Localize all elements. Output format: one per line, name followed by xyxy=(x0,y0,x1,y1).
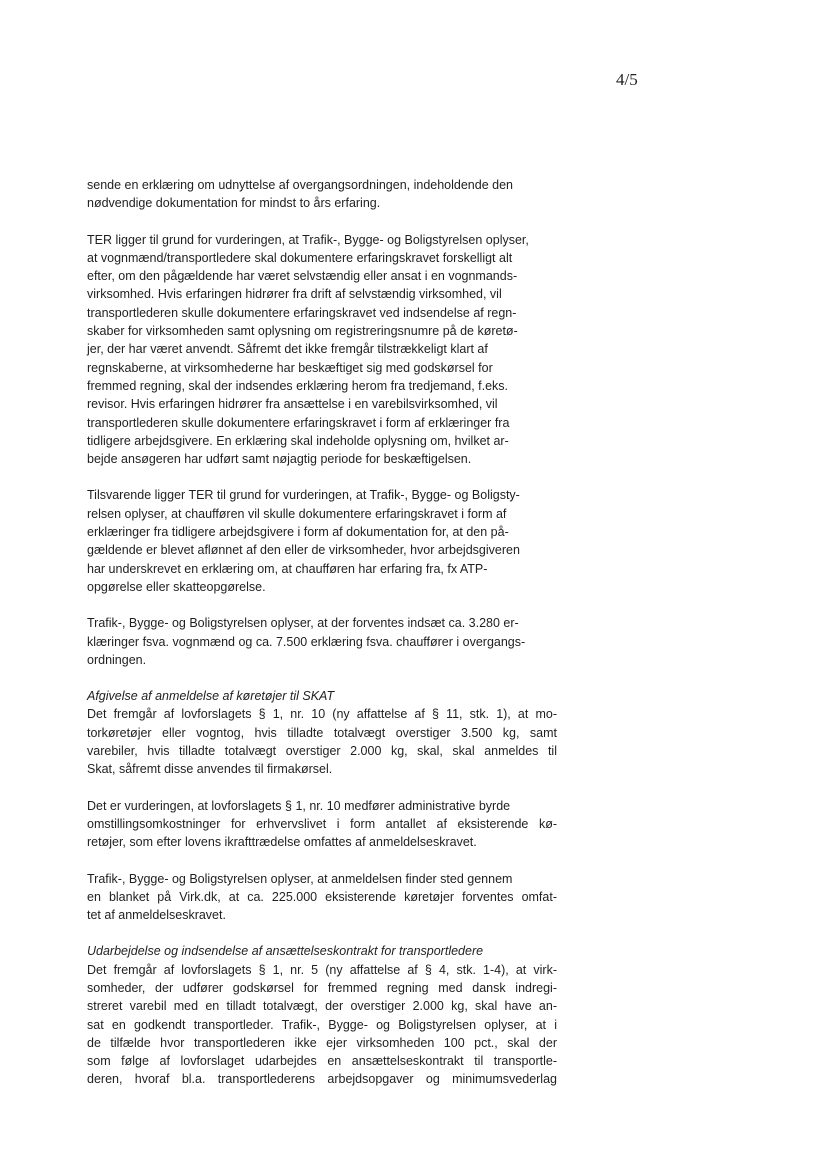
text-line: at vognmænd/transportledere skal dokumentere erfaringskravet forskelligt alt xyxy=(87,250,513,265)
text-line: deren, hvoraf bl.a. transportlederens arbejdsopgaver og minimumsvederlag xyxy=(87,1072,557,1087)
paragraph xyxy=(87,486,557,596)
text-line: relsen oplyser, at chaufføren vil skulle dokumentere erfaringskravet i form af xyxy=(87,506,507,521)
section xyxy=(87,687,557,778)
text-line: varebiler, hvis tilladte totalvægt overstiger 2.000 kg, skal, skal anmeldes til xyxy=(87,744,557,759)
text-line: klæringer fsva. vognmænd og ca. 7.500 erklæring fsva. chauffører i overgangs- xyxy=(87,634,526,649)
text-line: streret varebil med en tilladt totalvægt, der overstiger 2.000 kg, skal have an- xyxy=(87,999,557,1014)
text-line: sende en erklæring om udnyttelse af overgangsordningen, indeholdende den xyxy=(87,178,513,192)
text-line: Trafik-, Bygge- og Boligstyrelsen oplyser, at der forventes indsæt ca. 3.280 er- xyxy=(87,616,519,631)
text-line: somheder, der udfører godskørsel for fremmed regning med dansk indregi- xyxy=(87,980,557,995)
text-line: omstillingsomkostninger for erhvervslivet i form antallet af eksisterende kø- xyxy=(87,816,557,831)
paragraph xyxy=(87,614,557,669)
page-number: 4/5 xyxy=(616,70,638,89)
text-line: har underskrevet en erklæring om, at chaufføren har erfaring fra, fx ATP- xyxy=(87,561,488,576)
paragraph xyxy=(87,176,557,213)
text-line: tidligere arbejdsgivere. En erklæring skal indeholde oplysning om, hvilket ar- xyxy=(87,433,509,448)
text-line: nødvendige dokumentation for mindst to års erfaring. xyxy=(87,196,381,211)
text-line: tet af anmeldelseskravet. xyxy=(87,908,226,923)
text-line: de tilfælde hvor transportlederen ikke ejer virksomheden 100 pct., skal der xyxy=(87,1035,557,1050)
text-line: transportlederen skulle dokumentere erfaringskravet i form af erklæringer fra xyxy=(87,415,510,430)
text-line: sat en godkendt transportleder. Trafik-, Bygge- og Boligstyrelsen oplyser, at i xyxy=(87,1017,557,1032)
paragraph xyxy=(87,231,557,469)
text-line: revisor. Hvis erfaringen hidrører fra ansættelse i en varebilsvirksomhed, vil xyxy=(87,397,498,412)
text-line: virksomhed. Hvis erfaringen hidrører fra drift af selvstændig virksomhed, vil xyxy=(87,287,502,302)
section xyxy=(87,942,557,1088)
text-line: opgørelse eller skatteopgørelse. xyxy=(87,579,266,594)
text-line: bejde ansøgeren har udført samt nøjagtig periode for beskæftigelsen. xyxy=(87,452,472,467)
text-line: torkøretøjer eller vogntog, hvis tilladte totalvægt overstiger 3.500 kg, samt xyxy=(87,725,557,740)
text-line: retøjer, som efter lovens ikrafttrædelse omfattes af anmeldelseskravet. xyxy=(87,835,477,850)
text-line: gældende er blevet aflønnet af den eller de virksomheder, hvor arbejdsgiveren xyxy=(87,543,520,558)
text-line: Det fremgår af lovforslagets § 1, nr. 10 (ny affattelse af § 11, stk. 1), at mo- xyxy=(87,707,557,722)
text-line: ordningen. xyxy=(87,652,147,667)
text-line: transportlederen skulle dokumentere erfaringskravet ved indsendelse af regn- xyxy=(87,305,517,320)
text-line: fremmed regning, skal der indsendes erklæring herom fra tredjemand, f.eks. xyxy=(87,378,509,393)
text-line: en blanket på Virk.dk, at ca. 225.000 eksisterende køretøjer forventes omfat- xyxy=(87,889,557,904)
text-line: Det er vurderingen, at lovforslagets § 1, nr. 10 medfører administrative byrde xyxy=(87,798,511,813)
text-line: Det fremgår af lovforslagets § 1, nr. 5 (ny affattelse af § 4, stk. 1-4), at virk- xyxy=(87,962,557,977)
paragraph xyxy=(87,797,557,852)
section-heading: Afgivelse af anmeldelse af køretøjer til SKAT xyxy=(87,689,335,704)
text-line: Trafik-, Bygge- og Boligstyrelsen oplyser, at anmeldelsen finder sted gennem xyxy=(87,871,513,886)
text-line: efter, om den pågældende har været selvstændig eller ansat i en vognmands- xyxy=(87,269,518,284)
text-line: skaber for virksomheden samt oplysning om registreringsnumre på de køretø- xyxy=(87,324,518,339)
text-line: Skat, såfremt disse anvendes til firmakørsel. xyxy=(87,762,333,777)
text-line: regnskaberne, at virksomhederne har beskæftiget sig med godskørsel for xyxy=(87,360,493,375)
text-line: jer, der har været anvendt. Såfremt det ikke fremgår tilstrækkeligt klart af xyxy=(87,342,488,357)
document-body xyxy=(87,176,557,1089)
text-line: som følge af lovforslaget udarbejdes en ansættelseskontrakt til transportle- xyxy=(87,1054,557,1069)
text-line: TER ligger til grund for vurderingen, at Trafik-, Bygge- og Boligstyrelsen oplyser, xyxy=(87,232,529,247)
text-line: Tilsvarende ligger TER til grund for vurderingen, at Trafik-, Bygge- og Boligsty- xyxy=(87,488,520,503)
paragraph xyxy=(87,870,557,925)
text-line: erklæringer fra tidligere arbejdsgivere i form af dokumentation for, at den på- xyxy=(87,525,509,540)
section-heading: Udarbejdelse og indsendelse af ansættelseskontrakt for transportledere xyxy=(87,944,484,959)
